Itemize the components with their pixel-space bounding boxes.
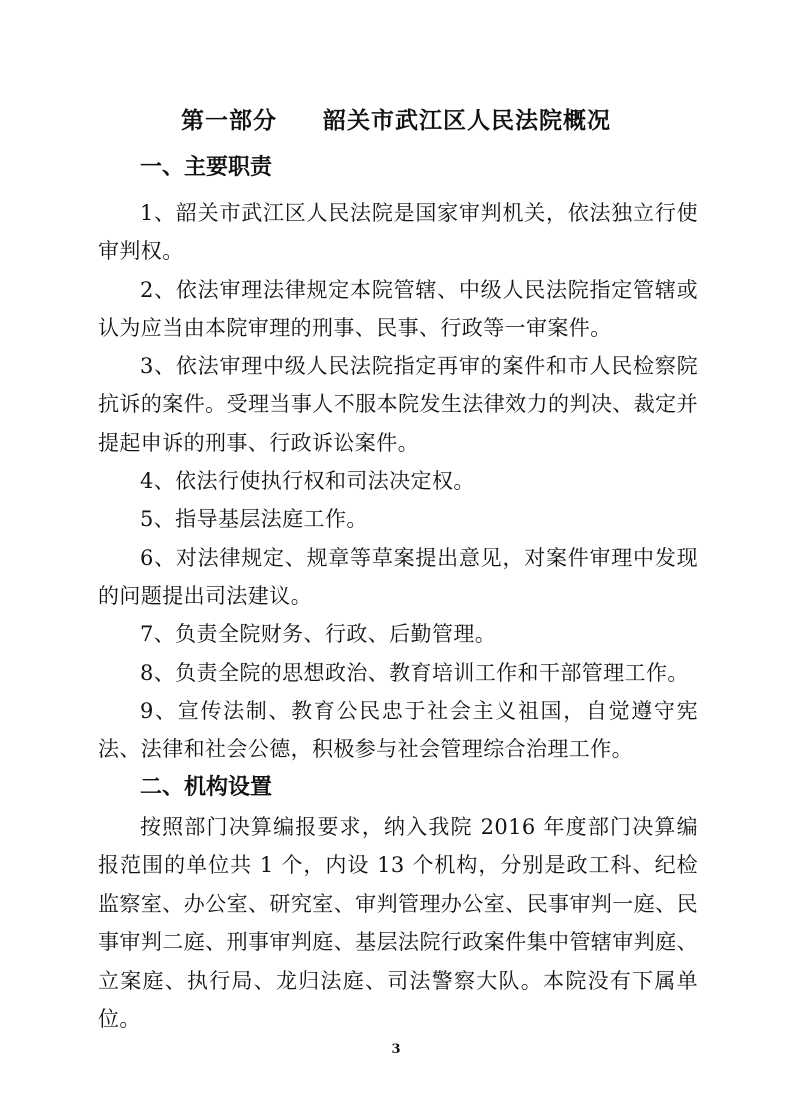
organization-paragraph: 按照部门决算编报要求，纳入我院 2016 年度部门决算编报范围的单位共 1 个，内设 13 个机构，分别是政工科、纪检监察室、办公室、研究室、审判管理办公室、民事审判一庭、民事审判二庭、刑事审判庭、基层法院行政案件集中管辖审判庭、立案庭、执行局、龙归法庭、司法警察大队。本院没有下属单位。	[98, 815, 698, 1032]
section-heading-organization: 二、机构设置	[140, 774, 273, 800]
duty-item-7: 7、负责全院财务、行政、后勤管理。	[140, 622, 497, 646]
duty-item-5: 5、指导基层法庭工作。	[140, 507, 368, 531]
duty-item-6: 6、对法律规定、规章等草案提出意见，对案件审理中发现的问题提出司法建议。	[98, 546, 698, 609]
section-heading-main-duties: 一、主要职责	[140, 154, 273, 180]
page-title	[0, 106, 792, 136]
title-part: 第一部分	[181, 107, 277, 134]
duty-item-4: 4、依法行使执行权和司法决定权。	[140, 469, 475, 493]
duty-item-8: 8、负责全院的思想政治、教育培训工作和干部管理工作。	[140, 661, 689, 685]
duty-item-1: 1、韶关市武江区人民法院是国家审判机关，依法独立行使审判权。	[98, 201, 698, 264]
duty-item-3: 3、依法审理中级人民法院指定再审的案件和市人民检察院抗诉的案件。受理当事人不服本院发生法律效力的判决、裁定并提起申诉的刑事、行政诉讼案件。	[98, 354, 698, 455]
page-number: 3	[391, 1042, 401, 1057]
duty-item-2: 2、依法审理法律规定本院管辖、中级人民法院指定管辖或认为应当由本院审理的刑事、民事、行政等一审案件。	[98, 278, 698, 341]
title-name: 韶关市武江区人民法院概况	[323, 107, 611, 134]
duty-item-9: 9、宣传法制、教育公民忠于社会主义祖国，自觉遵守宪法、法律和社会公德，积极参与社会管理综合治理工作。	[98, 699, 698, 762]
